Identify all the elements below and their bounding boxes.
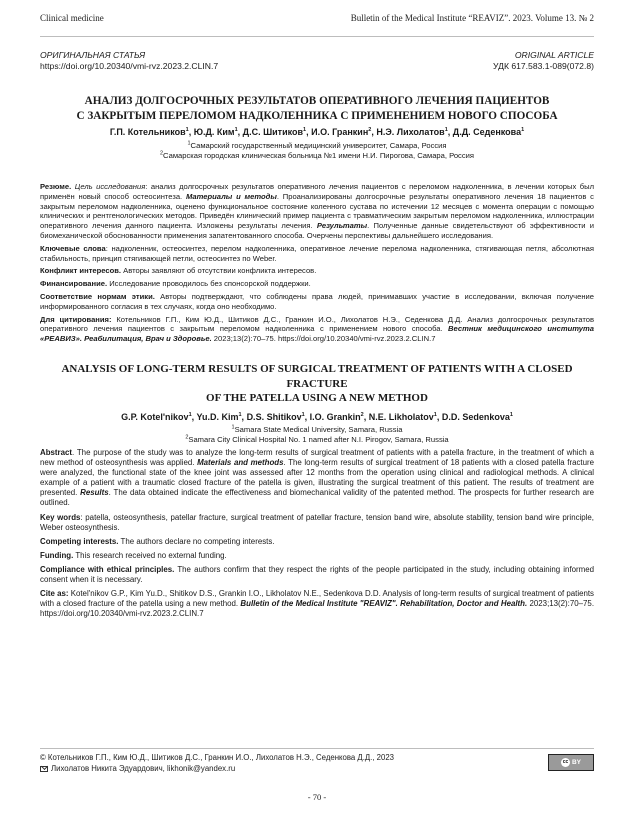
- affiliation-en-2: [40, 435, 594, 445]
- doi-link[interactable]: https://doi.org/10.20340/vmi-rvz.2023.2.CLIN.7: [40, 61, 219, 71]
- english-section: [40, 362, 594, 445]
- cc-by-icon[interactable]: [548, 754, 594, 771]
- affiliation-text: Samara City Clinical Hospital No. 1 named after N.I. Pirogov, Samara, Russia: [188, 434, 449, 444]
- keywords-ru: [40, 244, 594, 264]
- cite-text: Котельников Г.П., Ким Ю.Д., Шитиков Д.С., Гранкин И.О., Лихолатов Н.Э., Седенкова Д.Д. Анализ долгосрочных результатов оперативного лечения пациентов с закрытым переломом надколенника с применением нового способа.: [40, 314, 594, 334]
- methods-text: . Проанализированы долгосрочные результаты оперативного лечения 18 пациентов с закрытым переломом надколенника, оценено функциональное состояние коленного сустава по истечении 12 месяцев с момента операции с помощью клинических и рентгенологических методов. Приведён клинический пример пациента с травматическим закрытым переломом надколенника, иллюстрации оперативного лечения данного пациента. Изложены результаты лечения.: [40, 191, 594, 231]
- contact-email[interactable]: likhonik@yandex.ru: [167, 764, 236, 773]
- author-name: Ю.Д. Ким: [193, 127, 235, 137]
- author-name: Д.Д. Седенкова: [452, 127, 522, 137]
- affiliation-en-1: [40, 425, 594, 435]
- keywords-label: Key words: [40, 512, 81, 522]
- contact-line: [40, 763, 594, 774]
- author-sup: 2: [360, 411, 364, 418]
- affiliation-text: Samara State Medical University, Samara, Russia: [234, 424, 403, 434]
- ethics-text: The authors confirm that they respect the rights of the people participated in the study, including obtaining informed consent when it is necessary.: [40, 564, 595, 585]
- article-type-en: ORIGINAL ARTICLE: [514, 50, 594, 60]
- citation-en: [40, 589, 594, 619]
- author-name: Yu.D. Kim: [196, 411, 239, 422]
- footer-divider: [40, 748, 594, 749]
- author-name: N.E. Likholatov: [368, 411, 434, 422]
- methods-label: Материалы и методы: [185, 191, 277, 201]
- affiliation-ru-1: [40, 141, 594, 151]
- cite-label: Cite as:: [40, 589, 69, 599]
- udc-code: УДК 617.583.1-089(072.8): [493, 61, 594, 71]
- funding-text: This research received no external funding.: [73, 550, 227, 560]
- citation-ru: [40, 315, 594, 344]
- methods-label: Materials and methods: [197, 458, 284, 468]
- affiliation-ru-2: [40, 151, 594, 161]
- abstract-intro: . The purpose of the study was to analyze the long-term results of surgical treatment of patients with a patella fracture, in the treatment of which a new method of osteosynthesis was applied.: [40, 448, 594, 468]
- keywords-label: Ключевые слова: [40, 243, 106, 253]
- cite-journal: Вестник медицинского института «РЕАВИЗ». Реабилитация, Врач и Здоровье.: [40, 324, 594, 344]
- header-section: Clinical medicine: [40, 13, 104, 23]
- results-text: . The data obtained indicate the effectiveness and biomechanical validity of the patented method. The prospects for further research are outlined.: [40, 488, 595, 508]
- cite-tail: 2023;13(2):70–75. https://doi.org/10.20340/vmi-rvz.2023.2.CLIN.7: [211, 334, 436, 344]
- author-sup: 1: [301, 411, 305, 418]
- ethics-label: Соответствие нормам этики.: [40, 291, 155, 301]
- contact-name: Лихолатов Никита Эдуардович,: [51, 764, 165, 773]
- copyright: © Котельников Г.П., Ким Ю.Д., Шитиков Д.С., Гранкин И.О., Лихолатов Н.Э., Седенкова Д.Д., 2023: [40, 753, 394, 762]
- author-sup: 1: [238, 411, 242, 418]
- results-label: Results: [80, 488, 109, 498]
- methods-text: . The long-term results of surgical treatment of 18 patients with a closed patella fracture were analyzed, the functional state of the knee joint was assessed after 12 months from the operation using clinical and radiological methods. A clinical example of a patient with a traumatic closed fracture of the patella is given, illustrating the surgical treatment of this patient. The results of treatment are presented.: [40, 458, 594, 498]
- article-meta: [40, 50, 594, 72]
- funding-label: Финансирование.: [40, 279, 108, 289]
- author-name: Н.Э. Лихолатов: [376, 127, 445, 137]
- cite-tail: 2023;13(2):70–75. https://doi.org/10.20340/vmi-rvz.2023.2.CLIN.7: [40, 599, 595, 619]
- author-sup: 1: [433, 411, 437, 418]
- envelope-icon: [40, 766, 48, 772]
- affiliation-sup: 1: [187, 140, 191, 147]
- results-label: Результаты: [316, 221, 368, 231]
- title-ru: [40, 94, 594, 123]
- conflict-ru: [40, 266, 594, 276]
- authors-en: G.P. Kotel'nikov$^1$, Yu.D. Kim$^1$, D.S. Shitikov$^1$, I.O. Grankin$^2$, N.E. Likholatov$^1$, D.D. Sedenkova$^1$: [121, 411, 513, 422]
- russian-section: [40, 94, 594, 161]
- funding-en: [40, 551, 594, 561]
- footer: [40, 752, 594, 774]
- conflict-text: The authors declare no competing interests.: [118, 536, 275, 546]
- author-name: G.P. Kotel'nikov: [121, 411, 189, 422]
- running-header: [40, 0, 594, 37]
- title-en-line2: OF THE PATELLA USING A NEW METHOD: [206, 392, 428, 404]
- article-type-ru: ОРИГИНАЛЬНАЯ СТАТЬЯ: [40, 50, 146, 60]
- author-sup: 1: [521, 127, 525, 133]
- author-name: D.S. Shitikov: [246, 411, 302, 422]
- affiliation-text: Самарская городская клиническая больница №1 имени Н.И. Пирогова, Самара, Россия: [163, 151, 474, 160]
- license-terms: BY: [571, 759, 582, 766]
- header-journal: Bulletin of the Medical Institute “REAVIZ”. 2023. Volume 13. № 2: [350, 13, 594, 23]
- abstract-en: [40, 448, 594, 509]
- aim-label: Цель исследования: [74, 182, 146, 191]
- cite-text: Kotel'nikov G.P., Kim Yu.D., Shitikov D.S., Grankin I.O., Likholatov N.E., Sedenkova D.D. Analysis of long-term results of surgical treatment of patients with a closed fracture of the patella using a new method.: [40, 589, 594, 609]
- cite-journal: Bulletin of the Medical Institute "REAVIZ". Rehabilitation, Doctor and Health.: [240, 599, 528, 609]
- title-ru-line2: С ЗАКРЫТЫМ ПЕРЕЛОМОМ НАДКОЛЕННИКА С ПРИМЕНЕНИЕМ НОВОГО СПОСОБА: [76, 109, 558, 122]
- affiliation-sup: 2: [185, 433, 189, 440]
- author-name: D.D. Sedenkova: [441, 411, 510, 422]
- english-abstract-block: [40, 448, 594, 619]
- conflict-en: [40, 537, 594, 547]
- affiliation-text: Самарский государственный медицинский университет, Самара, Россия: [190, 141, 447, 150]
- title-en: [40, 362, 594, 406]
- page-number: - 70 -: [307, 792, 327, 802]
- author-sup: 2: [368, 127, 372, 133]
- funding-ru: [40, 279, 594, 289]
- aim-text: : анализ долгосрочных результатов оперативного лечения пациентов с переломом надколенника, в лечении которых был применён новый способ остеосинтеза.: [40, 182, 594, 201]
- author-sup: 1: [444, 127, 448, 133]
- keywords-text: : patella, osteosynthesis, patellar fracture, surgical treatment of patellar fracture, tension band wire, absolute stability, tension band wire principle, Weber osteosynthesis.: [40, 512, 594, 532]
- keywords-text: : надколенник, остеосинтез, перелом надколенника, оперативное лечение перелома надколенника, стягивающая петля, абсолютная стабильность, принцип стягивающей петли, остеосинтез по Weber.: [40, 243, 594, 263]
- author-sup: 1: [303, 127, 307, 133]
- cc-circle-icon: cc: [562, 759, 569, 765]
- results-text: . Полученные данные свидетельствуют об эффективности и биомеханической обоснованности применения запатентованного способа. Очерчены перспективы дальнейшего исследования.: [40, 221, 594, 240]
- abstract-ru: [40, 182, 594, 241]
- author-name: Г.П. Котельников: [109, 127, 186, 137]
- ethics-en: [40, 565, 594, 585]
- title-en-line1: ANALYSIS OF LONG-TERM RESULTS OF SURGICAL TREATMENT OF PATIENTS WITH A CLOSED FRACTURE: [61, 363, 573, 390]
- conflict-label: Конфликт интересов.: [40, 266, 122, 276]
- abstract-label: Abstract: [40, 448, 73, 457]
- ethics-text: Авторы подтверждают, что соблюдены права людей, принимавших участие в исследовании, включая получение информированного согласия в тех случаях, когда оно необходимо.: [40, 291, 594, 311]
- author-sup: 1: [234, 127, 238, 133]
- ethics-label: Compliance with ethical principles.: [40, 564, 175, 574]
- title-ru-line1: АНАЛИЗ ДОЛГОСРОЧНЫХ РЕЗУЛЬТАТОВ ОПЕРАТИВНОГО ЛЕЧЕНИЯ ПАЦИЕНТОВ: [84, 95, 550, 107]
- russian-abstract-block: [40, 182, 594, 344]
- ethics-ru: [40, 292, 594, 312]
- conflict-label: Competing interests.: [40, 536, 119, 546]
- abstract-label: Резюме.: [40, 182, 72, 191]
- author-sup: 1: [188, 411, 192, 418]
- author-name: И.О. Гранкин: [311, 127, 369, 137]
- funding-label: Funding.: [40, 550, 74, 560]
- keywords-en: [40, 513, 594, 533]
- funding-text: Исследование проводилось без спонсорской поддержки.: [107, 279, 311, 289]
- authors-ru: Г.П. Котельников$^1$, Ю.Д. Ким$^1$, Д.С. Шитиков$^1$, И.О. Гранкин$^2$, Н.Э. Лихолатов$^1$, Д.Д. Седенкова$^1$: [109, 127, 525, 137]
- author-sup: 1: [185, 127, 189, 133]
- author-name: Д.С. Шитиков: [242, 127, 304, 137]
- affiliation-sup: 2: [159, 150, 164, 157]
- conflict-text: Авторы заявляют об отсутствии конфликта интересов.: [121, 266, 317, 276]
- affiliation-sup: 1: [231, 423, 235, 430]
- cite-label: Для цитирования:: [40, 314, 112, 324]
- author-name: I.O. Grankin: [309, 411, 361, 422]
- author-sup: 1: [509, 411, 513, 418]
